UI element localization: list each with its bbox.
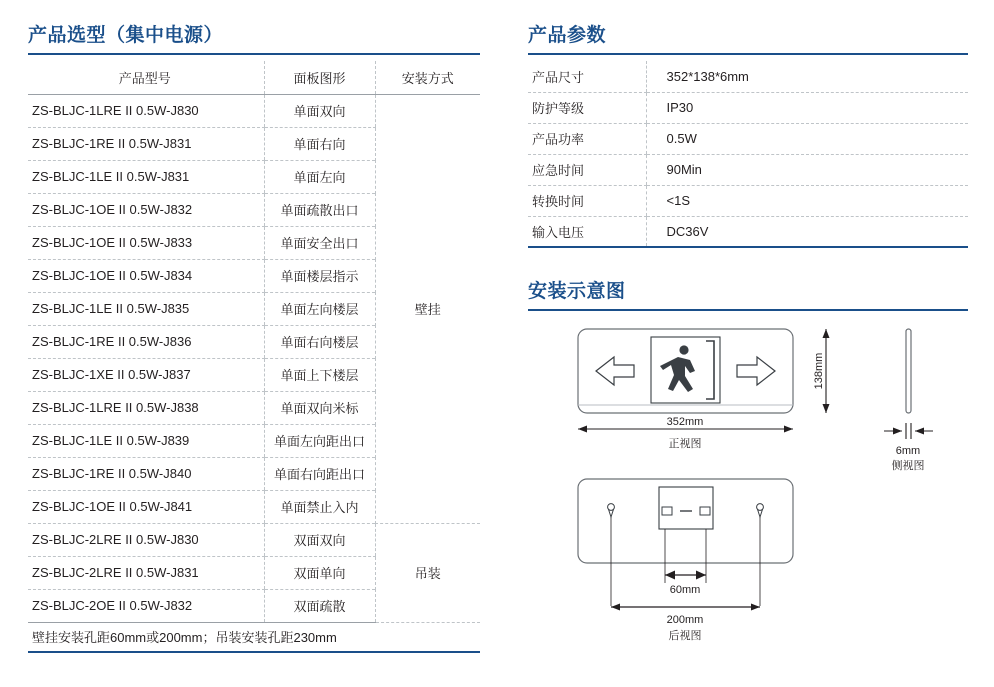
param-row: [528, 61, 968, 92]
back-view-caption: 后视图: [668, 630, 702, 642]
installation-note: 壁挂安装孔距60mm或200mm；吊装安装孔距230mm: [28, 622, 480, 652]
cell-model: ZS-BLJC-1RE II 0.5W-J836: [28, 325, 264, 358]
column-header-panel: 面板图形: [264, 61, 375, 94]
section-divider: [28, 53, 480, 55]
product-parameters-title: 产品参数: [528, 25, 607, 46]
side-thickness-label: 6mm: [895, 445, 921, 457]
cell-panel: 单面左向楼层: [264, 292, 375, 325]
installation-diagram: [528, 321, 968, 651]
cell-panel: 单面左向距出口: [264, 424, 375, 457]
cell-model: ZS-BLJC-2LRE II 0.5W-J831: [28, 556, 264, 589]
cell-model: ZS-BLJC-1LE II 0.5W-J831: [28, 160, 264, 193]
back-outer-dimension: [611, 604, 760, 627]
back-outer-label: 200mm: [666, 614, 704, 626]
cell-panel: 双面单向: [264, 556, 375, 589]
param-value: 0.5W: [646, 123, 968, 154]
cell-panel: 单面双向米标: [264, 391, 375, 424]
param-row: [528, 185, 968, 216]
cell-panel: 单面右向楼层: [264, 325, 375, 358]
param-row: [528, 123, 968, 154]
table-header-row: [28, 61, 480, 94]
cell-install: 壁挂: [375, 94, 480, 523]
product-selection-table: [28, 61, 480, 653]
param-value: DC36V: [646, 216, 968, 247]
cell-panel: 单面楼层指示: [264, 259, 375, 292]
product-parameters-section: [528, 20, 968, 651]
param-row: [528, 154, 968, 185]
back-inner-label: 60mm: [669, 584, 701, 596]
cell-panel: 双面疏散: [264, 589, 375, 622]
param-key: 防护等级: [528, 92, 646, 123]
column-header-install: 安装方式: [375, 61, 480, 94]
table-note-row: [28, 622, 480, 652]
product-parameters-table: [528, 61, 968, 248]
table-header: [28, 61, 480, 94]
param-key: 产品尺寸: [528, 61, 646, 92]
param-row: [528, 92, 968, 123]
cell-model: ZS-BLJC-1OE II 0.5W-J833: [28, 226, 264, 259]
param-key: 输入电压: [528, 216, 646, 247]
param-value: IP30: [646, 92, 968, 123]
product-selection-section: [28, 20, 480, 653]
cell-model: ZS-BLJC-1LE II 0.5W-J835: [28, 292, 264, 325]
cell-panel: 单面安全出口: [264, 226, 375, 259]
cell-model: ZS-BLJC-1OE II 0.5W-J832: [28, 193, 264, 226]
cell-panel: 双面双向: [264, 523, 375, 556]
table-row: [28, 523, 480, 556]
cell-model: ZS-BLJC-1RE II 0.5W-J831: [28, 127, 264, 160]
front-view-group: [578, 329, 830, 450]
mounting-box: [659, 487, 713, 529]
cell-panel: 单面上下楼层: [264, 358, 375, 391]
param-key: 转换时间: [528, 185, 646, 216]
cell-panel: 单面右向: [264, 127, 375, 160]
cell-model: ZS-BLJC-1OE II 0.5W-J841: [28, 490, 264, 523]
cell-model: ZS-BLJC-1XE II 0.5W-J837: [28, 358, 264, 391]
side-thickness-dimension: [884, 423, 933, 439]
front-width-label: 352mm: [666, 416, 704, 428]
cell-model: ZS-BLJC-1LE II 0.5W-J839: [28, 424, 264, 457]
param-value: 90Min: [646, 154, 968, 185]
cell-panel: 单面左向: [264, 160, 375, 193]
table-body: [28, 94, 480, 652]
cell-panel: 单面疏散出口: [264, 193, 375, 226]
table-row: [28, 94, 480, 127]
section-divider: [528, 53, 968, 55]
front-height-label: 138mm: [813, 352, 825, 390]
front-height-dimension: [813, 329, 830, 413]
cell-install: 吊装: [375, 523, 480, 622]
product-selection-title: 产品选型（集中电源）: [28, 25, 224, 46]
cell-model: ZS-BLJC-1LRE II 0.5W-J830: [28, 94, 264, 127]
cell-model: ZS-BLJC-2OE II 0.5W-J832: [28, 589, 264, 622]
cell-panel: 单面双向: [264, 94, 375, 127]
back-view-group: [578, 479, 793, 642]
param-value: 352*138*6mm: [646, 61, 968, 92]
cell-model: ZS-BLJC-1LRE II 0.5W-J838: [28, 391, 264, 424]
param-key: 应急时间: [528, 154, 646, 185]
cell-model: ZS-BLJC-2LRE II 0.5W-J830: [28, 523, 264, 556]
param-key: 产品功率: [528, 123, 646, 154]
installation-diagram-title: 安装示意图: [528, 281, 626, 302]
front-width-dimension: [578, 416, 793, 433]
back-inner-dimension: [665, 571, 706, 597]
param-value: <1S: [646, 185, 968, 216]
cell-panel: 单面右向距出口: [264, 457, 375, 490]
front-view-caption: 正视图: [668, 438, 702, 450]
side-view-caption: 侧视图: [891, 460, 925, 472]
cell-model: ZS-BLJC-1RE II 0.5W-J840: [28, 457, 264, 490]
side-view-body: [906, 329, 911, 413]
column-header-model: 产品型号: [28, 61, 264, 94]
section-divider: [528, 309, 968, 311]
diagram-svg: [528, 321, 968, 651]
cell-model: ZS-BLJC-1OE II 0.5W-J834: [28, 259, 264, 292]
cell-panel: 单面禁止入内: [264, 490, 375, 523]
param-row: [528, 216, 968, 247]
side-view-group: [884, 329, 933, 472]
